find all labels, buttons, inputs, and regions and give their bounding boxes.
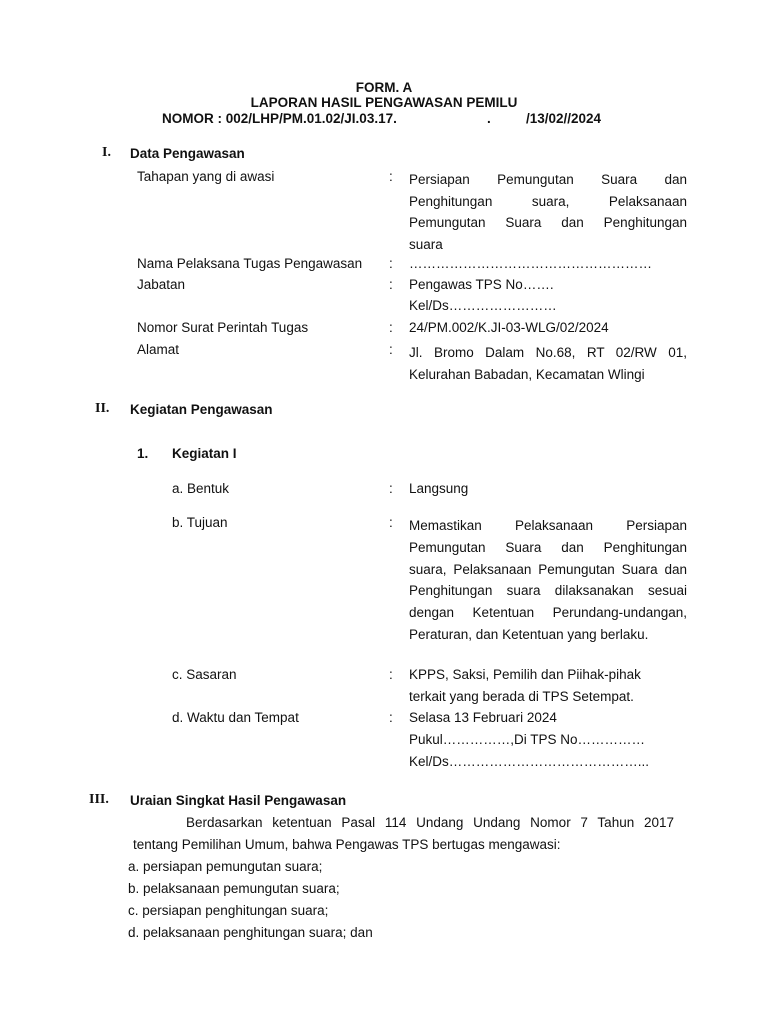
colon: : — [389, 481, 393, 496]
jabatan-value-line: Kel/Ds…………………… — [409, 298, 557, 313]
colon: : — [389, 342, 393, 357]
alamat-value — [409, 342, 687, 385]
colon: : — [389, 667, 393, 682]
tahapan-value — [409, 169, 687, 256]
document-date: /13/02//2024 — [526, 111, 602, 126]
bentuk-label: a. Bentuk — [172, 481, 230, 496]
colon: : — [389, 320, 393, 335]
section-2-title: Kegiatan Pengawasan — [130, 402, 273, 417]
alamat-line: Kelurahan Babadan, Kecamatan Wlingi — [409, 366, 645, 382]
nama-pelaksana-value: ……………………………………………… — [409, 256, 652, 271]
alamat-line: Jl. Bromo Dalam No.68, RT 02/RW 01, — [409, 345, 687, 360]
colon: : — [389, 169, 393, 184]
bentuk-value: Langsung — [409, 481, 469, 496]
sasaran-label: c. Sasaran — [172, 667, 237, 682]
tujuan-value — [409, 515, 687, 646]
alamat-label: Alamat — [137, 342, 180, 357]
tujuan-line: Peraturan, dan Ketentuan yang berlaku. — [409, 626, 649, 642]
sasaran-value-line: terkait yang berada di TPS Setempat. — [409, 689, 634, 704]
tahapan-line: suara — [409, 237, 443, 253]
tujuan-line: Memastikan Pelaksanaan Persiapan — [409, 518, 687, 533]
nama-pelaksana-label: Nama Pelaksana Tugas Pengawasan — [137, 256, 363, 271]
paragraph-line-1: Berdasarkan ketentuan Pasal 114 Undang Undang Nomor 7 Tahun 2017 — [186, 815, 674, 830]
waktu-value-line: Selasa 13 Februari 2024 — [409, 710, 557, 725]
section-2-number: II. — [95, 401, 110, 416]
section-1-number: I. — [102, 145, 111, 160]
section-1-title: Data Pengawasan — [130, 146, 245, 161]
section-3-title: Uraian Singkat Hasil Pengawasan — [130, 793, 347, 808]
paragraph-line — [186, 815, 674, 831]
list-item: c. persiapan penghitungan suara; — [128, 903, 329, 918]
document-title: LAPORAN HASIL PENGAWASAN PEMILU — [250, 95, 518, 110]
kegiatan-number: 1. — [137, 446, 149, 461]
waktu-value-line: Pukul……………,Di TPS No…………… — [409, 732, 646, 747]
tujuan-label: b. Tujuan — [172, 515, 228, 530]
jabatan-label: Jabatan — [137, 277, 186, 292]
paragraph-line-2: tentang Pemilihan Umum, bahwa Pengawas TPS bertugas mengawasi: — [133, 837, 561, 852]
form-label: FORM. A — [355, 80, 413, 95]
colon: : — [389, 256, 393, 271]
waktu-tempat-label: d. Waktu dan Tempat — [172, 710, 299, 725]
sasaran-value-line: KPPS, Saksi, Pemilih dan Piihak-pihak — [409, 667, 641, 682]
nomor-surat-value: 24/PM.002/K.JI-03-WLG/02/2024 — [409, 320, 609, 335]
nomor-surat-label: Nomor Surat Perintah Tugas — [137, 320, 309, 335]
document-number-dot: . — [487, 111, 491, 126]
list-item: b. pelaksanaan pemungutan suara; — [128, 881, 340, 896]
tahapan-line: Pemungutan Suara dan Penghitungan — [409, 215, 687, 231]
tujuan-line: suara, Pelaksanaan Pemungutan Suara dan — [409, 561, 687, 577]
colon: : — [389, 515, 393, 530]
colon: : — [389, 277, 393, 292]
tujuan-line: Pemungutan Suara dan Penghitungan — [409, 539, 687, 555]
document-number: NOMOR : 002/LHP/PM.01.02/JI.03.17. — [162, 111, 397, 126]
tujuan-line: dengan Ketentuan Perundang-undangan, — [409, 605, 687, 621]
tahapan-line: Persiapan Pemungutan Suara dan — [409, 172, 687, 187]
tahapan-label: Tahapan yang di awasi — [137, 169, 275, 184]
colon: : — [389, 710, 393, 725]
tujuan-line: Penghitungan suara dilaksanakan sesuai — [409, 583, 687, 599]
kegiatan-title: Kegiatan I — [172, 446, 237, 461]
list-item: d. pelaksanaan penghitungan suara; dan — [128, 925, 373, 940]
tahapan-line: Penghitungan suara, Pelaksanaan — [409, 193, 687, 209]
waktu-value-line: Kel/Ds……………………………………... — [409, 754, 650, 769]
section-3-number: III. — [89, 792, 109, 807]
list-item: a. persiapan pemungutan suara; — [128, 859, 323, 874]
jabatan-value-line: Pengawas TPS No……. — [409, 277, 554, 292]
